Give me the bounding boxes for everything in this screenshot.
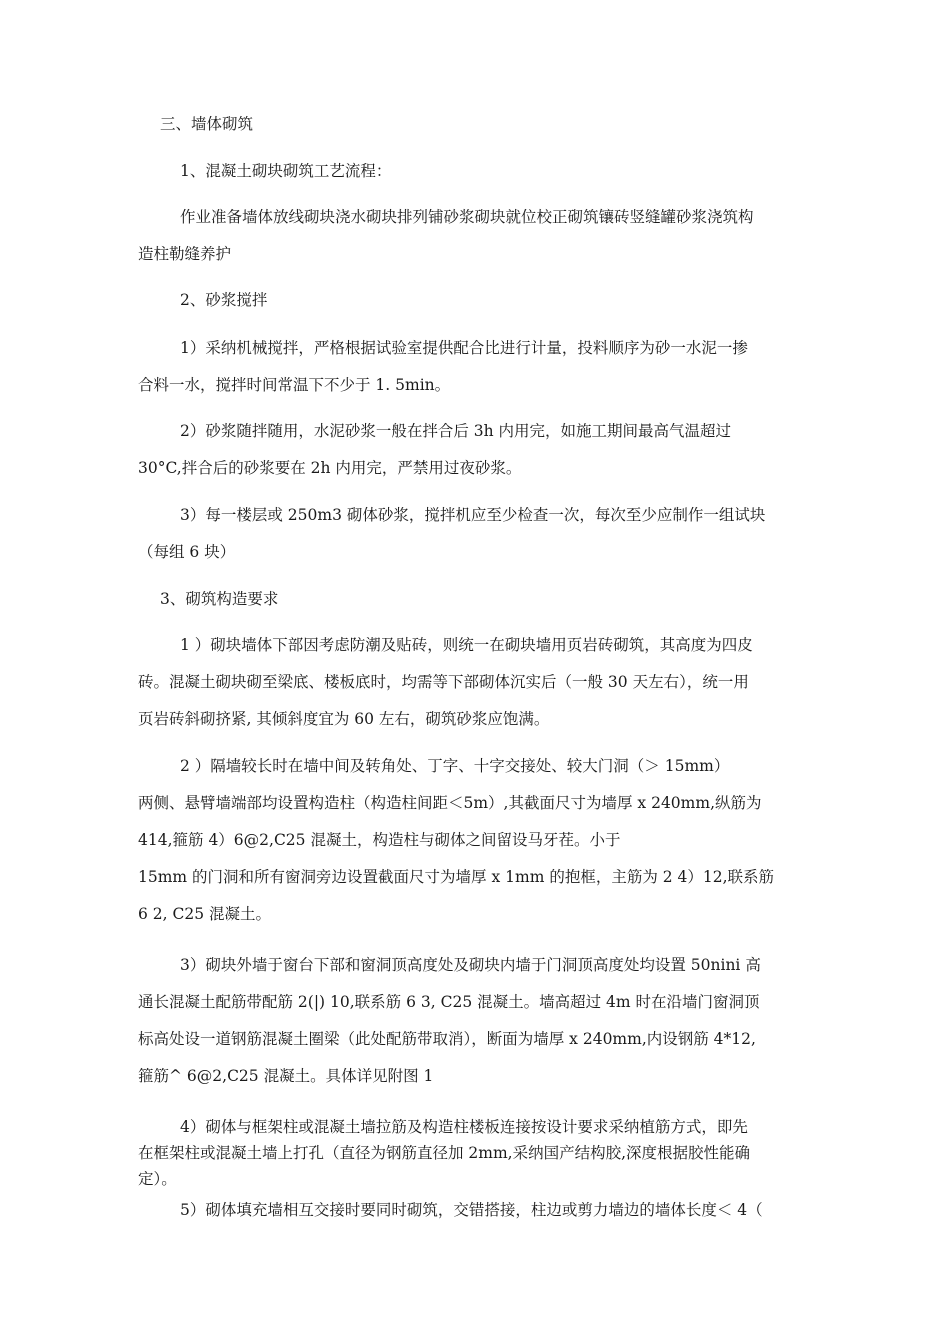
paragraph: [138, 330, 818, 404]
text-line: （每组 6 块）: [138, 543, 236, 561]
text-line: 砖。混凝土砌块砌至梁底、楼板底时，均需等下部砌体沉实后（一般 30 天左右），统一用: [138, 673, 749, 691]
text-line: 1）采纳机械搅拌，严格根据试验室提供配合比进行计量，投料顺序为砂一水泥一掺: [180, 339, 748, 357]
paragraph: [138, 627, 818, 738]
text-line: 414,箍筋 4）6@2,C25 混凝土，构造柱与砌体之间留设马牙茬。小于: [138, 831, 621, 849]
text-line: 标高处设一道钢筋混凝土圈梁（此处配筋带取消），断面为墙厚 x 240mm,内设钢筋 4*12,: [138, 1030, 756, 1048]
text-line: 造柱勒缝养护: [138, 245, 232, 263]
text-line: 定）。: [138, 1170, 177, 1188]
text-line: 在框架柱或混凝土墙上打孔（直径为钢筋直径加 2mm,采纳国产结构胶,深度根据胶性能确: [138, 1144, 751, 1162]
text-line: 15mm 的门洞和所有窗洞旁边设置截面尺寸为墙厚 x 1mm 的抱框，主筋为 2 4）12,联系筋: [138, 868, 775, 886]
text-line: 作业准备墙体放线砌块浇水砌块排列铺砂浆砌块就位校正砌筑镶砖竖缝罐砂浆浇筑构: [180, 208, 754, 226]
text-line: 页岩砖斜砌挤紧, 其倾斜度宜为 60 左右，砌筑砂浆应饱满。: [138, 710, 550, 728]
paragraph-continuation: [138, 1140, 818, 1192]
text-line: 30°C,拌合后的砂浆要在 2h 内用完，严禁用过夜砂浆。: [138, 459, 522, 477]
subsection-heading: [138, 153, 818, 190]
paragraph: [138, 497, 818, 571]
text-line: 3）砌块外墙于窗台下部和窗洞顶高度处及砌块内墙于门洞顶高度处均设置 50nini 高: [180, 956, 761, 974]
text-line: 合料一水，搅拌时间常温下不少于 1. 5min。: [138, 376, 451, 394]
text-line: 箍筋^ 6@2,C25 混凝土。具体详见附图 1: [138, 1067, 434, 1085]
text-line: 3）每一楼层或 250m3 砌体砂浆，搅拌机应至少检查一次，每次至少应制作一组试块: [180, 506, 766, 524]
paragraph: [138, 199, 818, 273]
subsection-heading: [138, 282, 818, 319]
text-line: 三、墙体砌筑: [160, 115, 254, 133]
text-line: 2 ）隔墙较长时在墙中间及转角处、丁字、十字交接处、较大门洞（＞ 15mm）: [180, 757, 730, 775]
paragraph: [138, 1192, 818, 1229]
subsection-heading: [138, 581, 818, 618]
text-line: 两侧、悬臂墙端部均设置构造柱（构造柱间距＜5m）,其截面尺寸为墙厚 x 240mm,纵筋为: [138, 794, 762, 812]
text-line: 2、砂浆搅拌: [180, 291, 268, 309]
text-line: 2）砂浆随拌随用，水泥砂浆一般在拌合后 3h 内用完，如施工期间最高气温超过: [180, 422, 732, 440]
text-line: 5）砌体填充墙相互交接时要同时砌筑，交错搭接，柱边或剪力墙边的墙体长度＜ 4（: [180, 1201, 763, 1219]
section-heading: [138, 106, 818, 143]
paragraph: [138, 413, 818, 487]
paragraph: [138, 748, 818, 933]
text-line: 1、混凝土砌块砌筑工艺流程：: [180, 162, 392, 180]
text-line: 通长混凝土配筋带配筋 2(|) 10,联系筋 6 3, C25 混凝土。墙高超过 4m 时在沿墙门窗洞顶: [138, 993, 760, 1011]
text-line: 6 2, C25 混凝土。: [138, 905, 272, 923]
text-line: 3、砌筑构造要求: [160, 590, 279, 608]
paragraph: [138, 947, 818, 1095]
text-line: 4）砌体与框架柱或混凝土墙拉筋及构造柱楼板连接按设计要求采纳植筋方式，即先: [180, 1118, 748, 1136]
text-line: 1 ）砌块墙体下部因考虑防潮及贴砖，则统一在砌块墙用页岩砖砌筑，其高度为四皮: [180, 636, 753, 654]
